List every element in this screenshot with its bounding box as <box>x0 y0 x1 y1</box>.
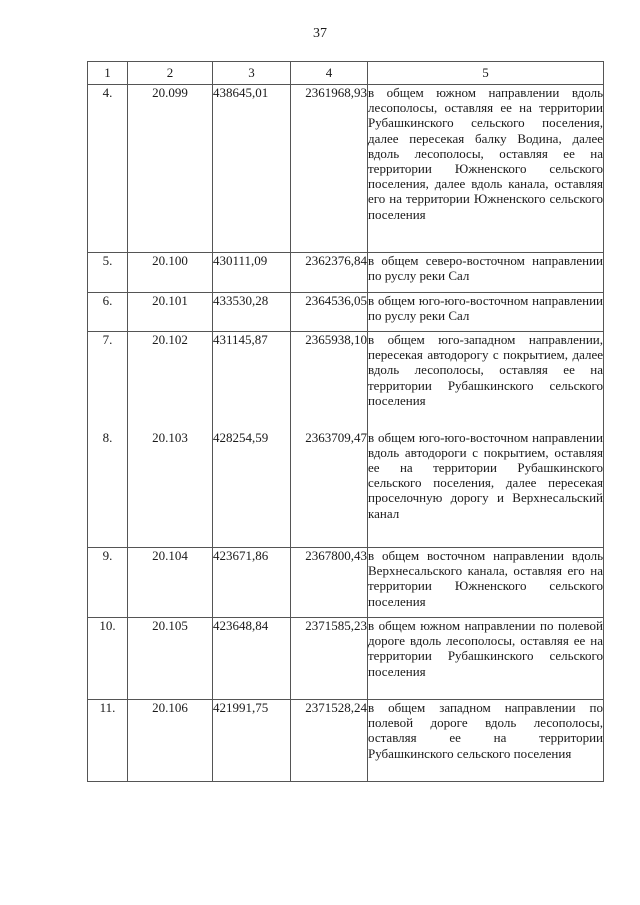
point-code: 20.103 <box>128 430 213 548</box>
boundary-description: в общем западном направлении по полевой дороге вдоль лесополосы, оставляя ее на территории Рубашкинского сельского поселения <box>368 700 604 782</box>
table-header-row <box>88 62 604 85</box>
coordinate-y: 2365938,10 <box>291 332 368 430</box>
point-code: 20.105 <box>128 618 213 700</box>
boundary-description: в общем восточном направлении вдоль Верхнесальского канала, оставляя его на территории Южненского сельского поселения <box>368 548 604 618</box>
boundary-description: в общем южном направлении по полевой дороге вдоль лесополосы, оставляя ее на территории Рубашкинского сельского поселения <box>368 618 604 700</box>
table-row <box>88 618 604 700</box>
table-row <box>88 253 604 293</box>
row-number: 5. <box>88 253 128 293</box>
table-row <box>88 332 604 430</box>
table-row <box>88 548 604 618</box>
coordinate-y: 2362376,84 <box>291 253 368 293</box>
point-code: 20.104 <box>128 548 213 618</box>
point-code: 20.100 <box>128 253 213 293</box>
coordinate-y: 2361968,93 <box>291 85 368 253</box>
point-code: 20.101 <box>128 293 213 332</box>
column-header-5: 5 <box>368 62 604 85</box>
coordinate-x: 423648,84 <box>213 618 291 700</box>
coordinate-x: 430111,09 <box>213 253 291 293</box>
coordinate-x: 423671,86 <box>213 548 291 618</box>
page-number: 37 <box>313 26 327 41</box>
row-number: 4. <box>88 85 128 253</box>
table-row <box>88 700 604 782</box>
column-header-3: 3 <box>213 62 291 85</box>
row-number: 9. <box>88 548 128 618</box>
boundary-description: в общем северо-восточном направлении по руслу реки Сал <box>368 253 604 293</box>
coordinate-y: 2367800,43 <box>291 548 368 618</box>
coordinate-y: 2364536,05 <box>291 293 368 332</box>
point-code: 20.099 <box>128 85 213 253</box>
coordinate-x: 428254,59 <box>213 430 291 548</box>
column-header-2: 2 <box>128 62 213 85</box>
point-code: 20.106 <box>128 700 213 782</box>
coordinate-x: 421991,75 <box>213 700 291 782</box>
boundary-table <box>87 61 604 782</box>
row-number: 6. <box>88 293 128 332</box>
coordinate-y: 2371528,24 <box>291 700 368 782</box>
table-row <box>88 85 604 253</box>
coordinate-x: 431145,87 <box>213 332 291 430</box>
boundary-description: в общем юго-западном направлении, пересекая автодорогу с покрытием, далее вдоль лесополосы, оставляя ее на территории Рубашкинского сельского поселения <box>368 332 604 430</box>
row-number: 7. <box>88 332 128 430</box>
column-header-4: 4 <box>291 62 368 85</box>
boundary-description: в общем юго-юго-восточном направлении вдоль автодороги с покрытием, оставляя ее на территории Рубашкинского сельского поселения, далее пересекая проселочную дорогу и Верхнесальский канал <box>368 430 604 548</box>
row-number: 10. <box>88 618 128 700</box>
row-number: 8. <box>88 430 128 548</box>
coordinate-x: 438645,01 <box>213 85 291 253</box>
table-row <box>88 293 604 332</box>
point-code: 20.102 <box>128 332 213 430</box>
column-header-1: 1 <box>88 62 128 85</box>
coordinate-x: 433530,28 <box>213 293 291 332</box>
table-row <box>88 430 604 548</box>
coordinate-y: 2371585,23 <box>291 618 368 700</box>
coordinate-y: 2363709,47 <box>291 430 368 548</box>
boundary-description: в общем южном направлении вдоль лесополосы, оставляя ее на территории Рубашкинского сельского поселения, далее пересекая балку Водина, далее вдоль лесополосы, оставляя ее на территории Южненского сельского поселения, далее вдоль канала, оставляя его на территории Южненского сельского поселения <box>368 85 604 253</box>
row-number: 11. <box>88 700 128 782</box>
boundary-description: в общем юго-юго-восточном направлении по руслу реки Сал <box>368 293 604 332</box>
